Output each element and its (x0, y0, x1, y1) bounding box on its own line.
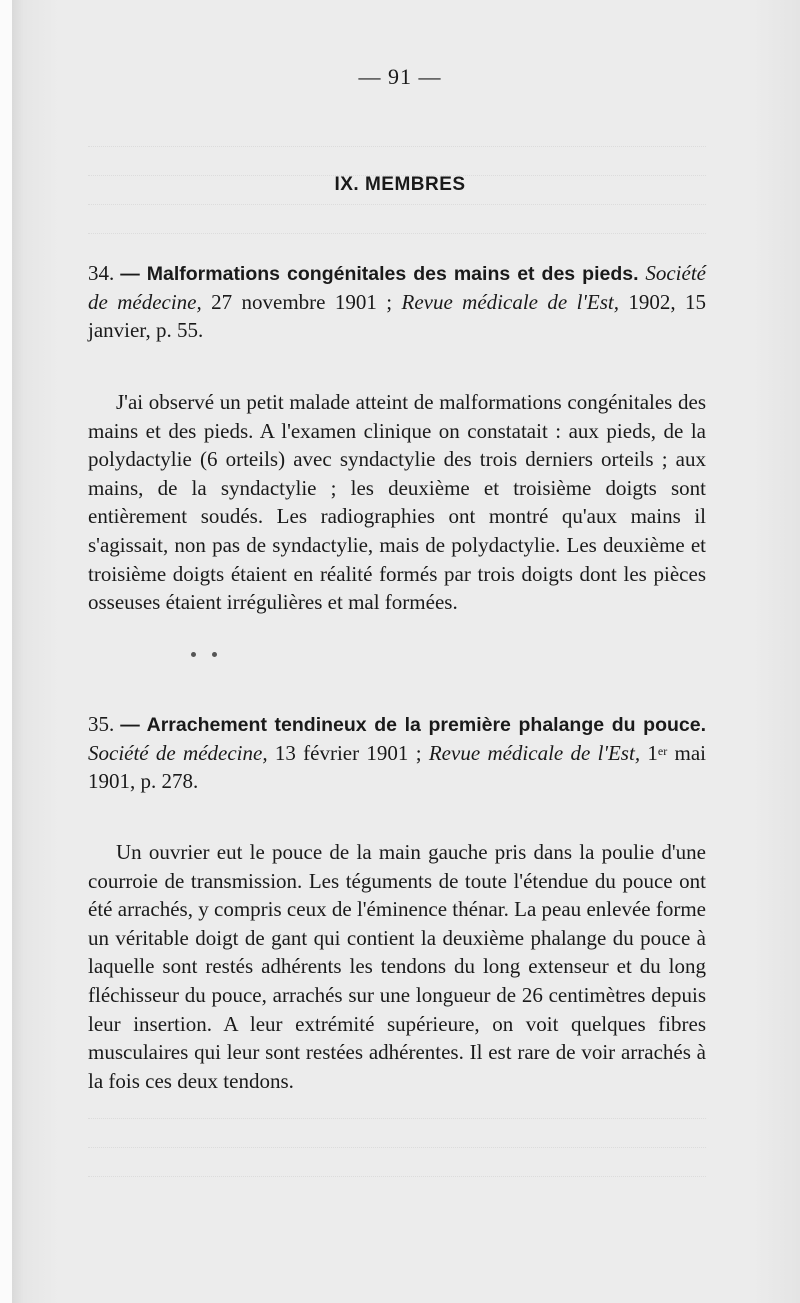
entry-35-heading (88, 710, 706, 795)
separator-dot-left (191, 652, 196, 657)
entry-reference: 1902, 15 janvier, p. 55. (88, 290, 707, 342)
entry-number: 35. (88, 712, 115, 736)
entry-journal: Revue médicale de l'Est, (428, 741, 641, 765)
entry-34-heading (88, 259, 706, 344)
entry-title: — Malformations congénitales des mains et des pieds. (120, 263, 639, 285)
entry-reference-ordinal: er (657, 744, 668, 758)
entry-reference-day: 1 (647, 741, 658, 765)
entry-34-body: J'ai observé un petit malade atteint de malformations congénitales des mains et des pieds. A l'examen clinique on constatait : aux pieds, de la polydactylie (6 orteils) avec syndactylie des trois derniers orteils ; aux mains, de la syndactylie ; les deuxième et troisième doigts sont entièrement soudés. Les radiographies ont montré qu'aux mains il s'agissait, non pas de syndactylie, mais de polydactylie. Les deuxième et troisième doigts étaient en réalité formés par trois doigts dont les pièces osseuses étaient irrégulières et mal formées. (88, 390, 706, 615)
entry-35-body: Un ouvrier eut le pouce de la main gauche pris dans la poulie d'une courroie de transmission. Les téguments de toute l'étendue du pouce ont été arrachés, y compris ceux de l'éminence thénar. La peau enlevée forme un véritable doigt de gant qui contient la deuxième phalange du pouce à laquelle sont restés adhérents les tendons du long extenseur et du long fléchisseur du pouce, arrachés sur une longueur de 26 centimètres depuis leur insertion. A leur extrémité supérieure, on voit quelques fibres musculaires qui leur sont restées adhérentes. Il est rare de voir arrachés à la fois ces deux tendons. (88, 840, 706, 1093)
entry-title: — Arrachement tendineux de la première phalange du pouce. (120, 714, 706, 736)
entry-society: Société de médecine, (88, 261, 706, 314)
entry-reference: mai 1901, p. 278. (88, 741, 706, 793)
section-heading: IX. MEMBRES (334, 174, 466, 195)
entry-journal: Revue médicale de l'Est, (401, 290, 619, 314)
page-number: — 91 — (358, 64, 442, 89)
entry-society: Société de médecine, (88, 741, 268, 765)
entry-number: 34. (88, 261, 115, 285)
entry-date: 13 février 1901 ; (274, 741, 422, 765)
separator-dot-right (212, 652, 217, 657)
entry-date: 27 novembre 1901 ; (211, 290, 393, 314)
